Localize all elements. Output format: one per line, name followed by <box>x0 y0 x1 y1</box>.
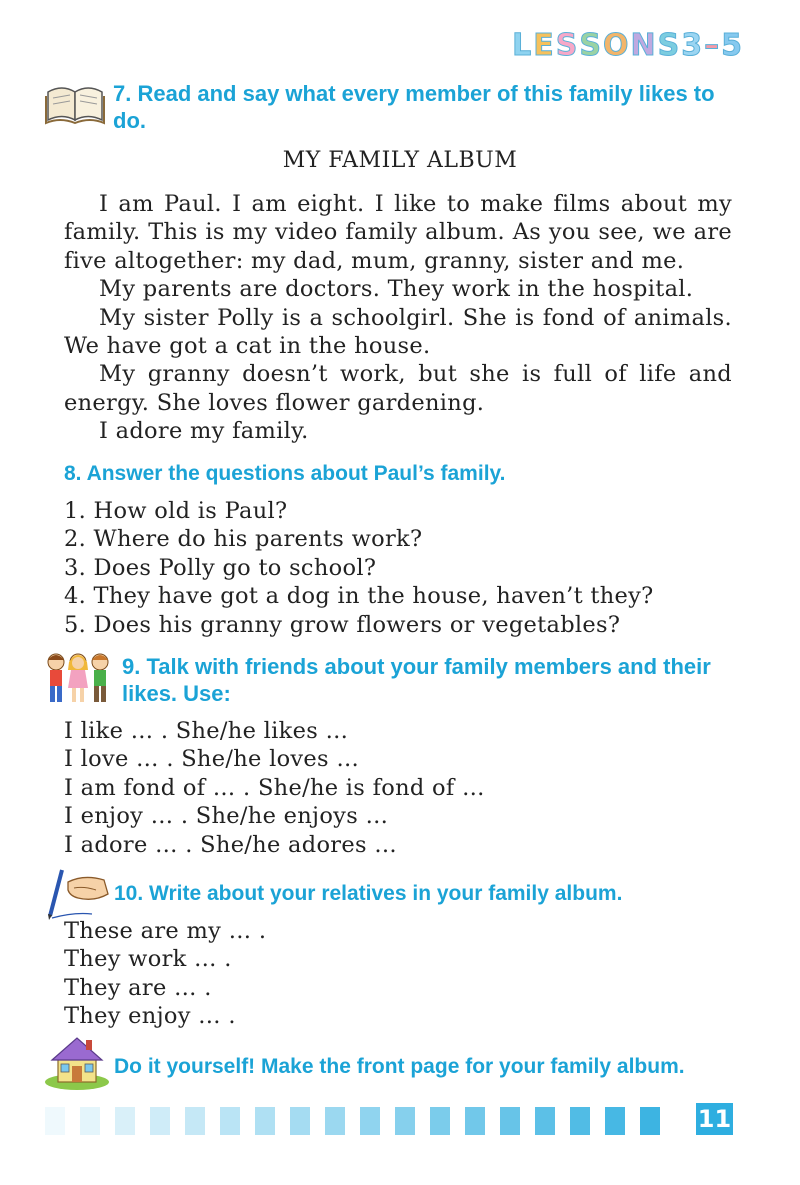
strip-block <box>535 1107 555 1135</box>
task-9-heading: 9. Talk with friends about your family members and their likes. Use: <box>122 654 711 706</box>
strip-block <box>185 1107 205 1135</box>
strip-block <box>430 1107 450 1135</box>
diy-heading: Do it yourself! Make the front page for your family album. <box>114 1055 685 1078</box>
strip-block <box>570 1107 590 1135</box>
page-number: 11 <box>697 1105 732 1133</box>
write-line: They work … . <box>64 946 232 973</box>
strip-block <box>45 1107 65 1135</box>
strip-block <box>605 1107 625 1135</box>
story-title: MY FAMILY ALBUM <box>282 148 518 173</box>
story-paragraph: My sister Polly is a schoolgirl. She is fond of animals. We have got a cat in the house. <box>64 304 732 360</box>
write-line: They enjoy … . <box>64 1003 236 1030</box>
write-line: These are my … . <box>64 918 267 944</box>
strip-block <box>255 1107 275 1135</box>
phrase-list <box>64 717 485 859</box>
story-text <box>64 190 732 446</box>
task-7-heading: 7. Read and say what every member of this family likes to do. <box>113 81 715 133</box>
story-paragraph: My parents are doctors. They work in the hospital. <box>99 276 694 303</box>
children-icon <box>42 650 114 712</box>
lessons-letter: N <box>630 28 658 63</box>
task-8-heading: 8. Answer the questions about Paul’s family. <box>64 462 506 485</box>
strip-block <box>80 1107 100 1135</box>
question-item: 5. Does his granny grow flowers or vegetables? <box>64 611 621 638</box>
strip-block <box>115 1107 135 1135</box>
lessons-letter: O <box>603 28 631 63</box>
writing-hand-icon <box>44 868 112 924</box>
lessons-letter: S <box>579 28 604 63</box>
phrase-item: I like … . She/he likes … <box>64 718 349 744</box>
strip-block <box>395 1107 415 1135</box>
strip-block <box>640 1107 660 1135</box>
lessons-letter: S <box>555 28 580 63</box>
strip-block <box>465 1107 485 1135</box>
story-paragraph: I am Paul. I am eight. I like to make films about my family. This is my video family album. As you see, we are five altogether: my dad, mum, granny, sister and me. <box>64 191 732 274</box>
strip-block <box>290 1107 310 1135</box>
strip-block <box>220 1107 240 1135</box>
question-item: 2. Where do his parents work? <box>64 526 423 553</box>
write-line: They are … . <box>64 974 212 1001</box>
question-list <box>64 497 654 639</box>
write-lines <box>64 917 266 1031</box>
phrase-item: I am fond of … . She/he is fond of … <box>64 774 485 801</box>
lessons-letter: E <box>533 28 556 63</box>
decorative-strip <box>45 1107 695 1135</box>
phrase-item: I love … . She/he loves … <box>64 746 360 773</box>
strip-block <box>325 1107 345 1135</box>
task-10-heading: 10. Write about your relatives in your family album. <box>114 882 623 905</box>
strip-block <box>150 1107 170 1135</box>
story-paragraph: My granny doesn’t work, but she is full of life and energy. She loves flower gardening. <box>64 361 732 416</box>
phrase-item: I adore … . She/he adores … <box>64 831 398 858</box>
open-book-icon <box>44 80 106 130</box>
lessons-header <box>512 28 744 63</box>
question-item: 3. Does Polly go to school? <box>64 554 377 581</box>
strip-block <box>360 1107 380 1135</box>
house-icon <box>44 1034 110 1094</box>
lessons-letter: 5 <box>721 28 744 63</box>
lessons-letter: L <box>512 28 534 63</box>
phrase-item: I enjoy … . She/he enjoys … <box>64 803 389 830</box>
question-item: 4. They have got a dog in the house, haven’t they? <box>64 583 654 610</box>
story-paragraph: I adore my family. <box>99 418 309 445</box>
question-item: 1. How old is Paul? <box>64 498 288 524</box>
lessons-letter: 3 <box>681 28 705 63</box>
strip-block <box>500 1107 520 1135</box>
lessons-letter: S <box>657 28 682 63</box>
lessons-letter: – <box>704 28 722 63</box>
